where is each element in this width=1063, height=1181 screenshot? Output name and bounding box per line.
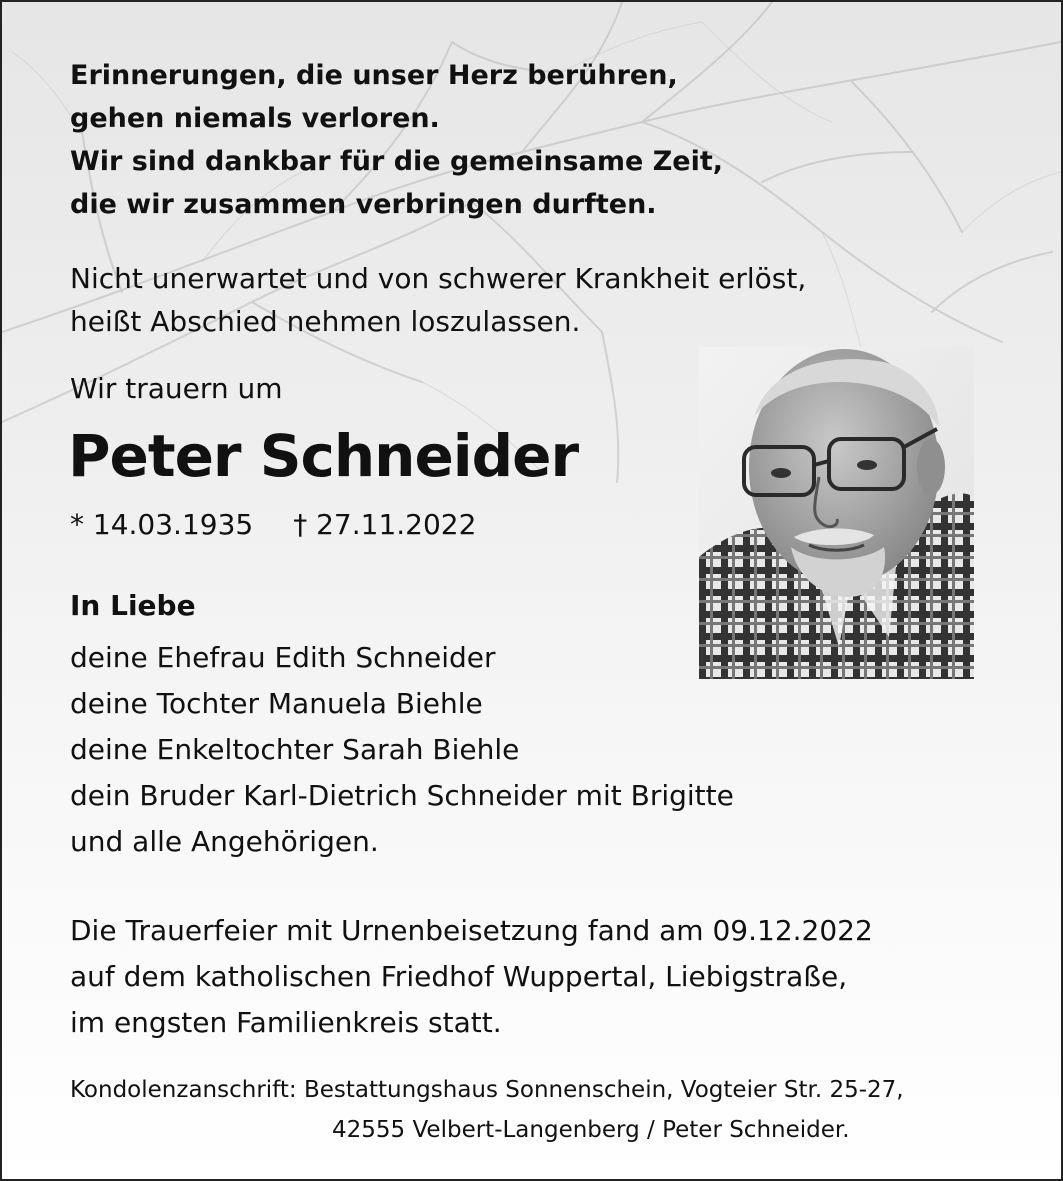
- love-heading: In Liebe: [70, 589, 196, 622]
- note-line: heißt Abschied nehmen loszulassen.: [70, 305, 581, 338]
- poem: [70, 54, 723, 226]
- note-line: Nicht unerwartet und von schwerer Krankheit erlöst,: [70, 262, 807, 295]
- condolence-line-1: Kondolenzanschrift: Bestattungshaus Sonnenschein, Vogteier Str. 25-27,: [70, 1077, 904, 1103]
- ceremony-info: [70, 908, 873, 1046]
- ceremony-line: Die Trauerfeier mit Urnenbeisetzung fand am 09.12.2022: [70, 914, 873, 947]
- poem-line: gehen niemals verloren.: [70, 103, 440, 134]
- condolence-line-2: 42555 Velbert-Langenberg / Peter Schneider.: [332, 1117, 850, 1143]
- birth-date: * 14.03.1935: [70, 508, 254, 541]
- farewell-note: [70, 257, 806, 343]
- family-member: deine Tochter Manuela Biehle: [70, 687, 483, 720]
- portrait-photo: [699, 347, 974, 679]
- family-member: deine Enkeltochter Sarah Biehle: [70, 733, 520, 766]
- life-dates: [70, 508, 476, 541]
- deceased-name: Peter Schneider: [68, 422, 579, 490]
- mourning-intro: Wir trauern um: [70, 372, 283, 405]
- poem-line: die wir zusammen verbringen durften.: [70, 189, 657, 220]
- condolence-address: [70, 1070, 904, 1150]
- poem-line: Erinnerungen, die unser Herz berühren,: [70, 60, 678, 91]
- family-list: [70, 635, 734, 865]
- family-member: dein Bruder Karl-Dietrich Schneider mit Brigitte: [70, 779, 734, 812]
- family-member: deine Ehefrau Edith Schneider: [70, 641, 496, 674]
- death-date: † 27.11.2022: [293, 508, 477, 541]
- ceremony-line: auf dem katholischen Friedhof Wuppertal, Liebigstraße,: [70, 960, 848, 993]
- poem-line: Wir sind dankbar für die gemeinsame Zeit,: [70, 146, 723, 177]
- ceremony-line: im engsten Familienkreis statt.: [70, 1006, 502, 1039]
- family-member: und alle Angehörigen.: [70, 825, 379, 858]
